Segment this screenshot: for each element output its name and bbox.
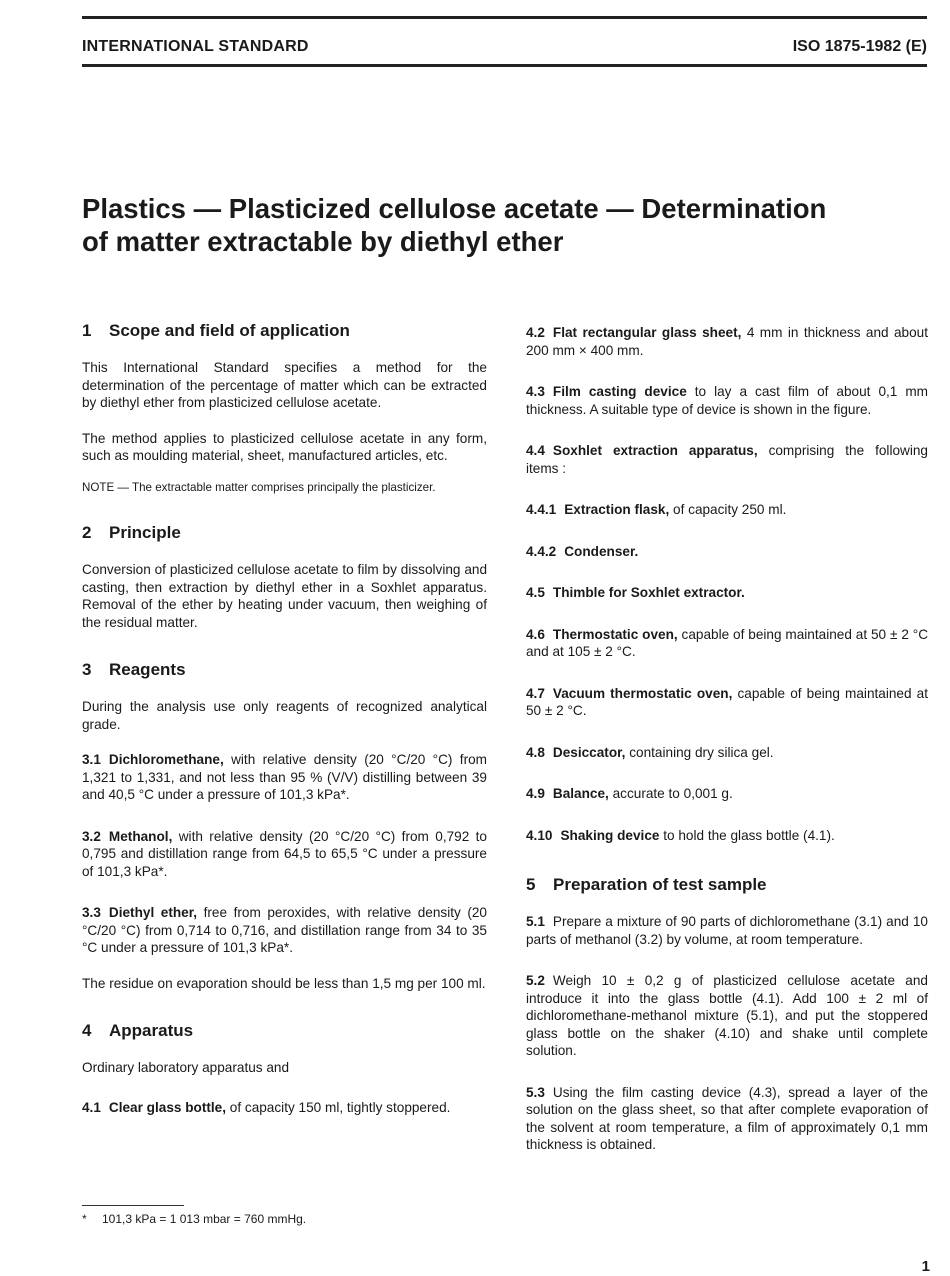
- item-text: containing dry silica gel.: [629, 744, 774, 760]
- item-term: Balance,: [552, 786, 609, 801]
- section-5-heading: [526, 874, 928, 896]
- apparatus-4-4: [526, 442, 928, 477]
- header-rule: [82, 64, 927, 67]
- item-number: 5.3: [526, 1084, 545, 1100]
- item-text: with relative density (20 °C/20 °C) from 1,321 to 1,331, and not less than 95 % (V/V) distilling between 39 and 40,5 °C under a pressure of 101,3 kPa*.: [82, 752, 487, 802]
- reagent-3-1: [82, 751, 487, 804]
- item-term: Condenser.: [564, 543, 639, 559]
- section-number: 1: [82, 321, 92, 340]
- item-number: 4.10: [526, 827, 553, 843]
- item-text: with relative density (20 °C/20 °C) from 0,792 to 0,795 and distillation range from 64,5 to 65,5 °C under a pressure of 101,3 kPa*.: [82, 828, 487, 879]
- section-4-heading: [82, 1020, 487, 1042]
- item-text: accurate to 0,001 g.: [612, 786, 733, 801]
- reagent-3-2: [82, 828, 487, 881]
- preparation-5-1: [526, 913, 928, 948]
- item-text: Weigh 10 ± 0,2 g of plasticized cellulose acetate and introduce it into the glass bottle (4.1). Add 100 ± 2 ml of dichloromethane-methanol mixture (5.1), and put the stoppered glass bottle on the shaker (4.10) and shake until complete solution.: [526, 973, 928, 1058]
- item-term: Thermostatic oven,: [552, 626, 678, 642]
- item-number: 4.1: [82, 1099, 101, 1115]
- item-number: 4.7: [526, 685, 545, 701]
- item-number: 3.2: [82, 828, 101, 844]
- item-text: capable of being maintained at 50 ± 2 °C.: [526, 685, 928, 718]
- item-text: 4 mm in thickness and about 200 mm × 400 mm.: [526, 325, 928, 358]
- principle-paragraph: Conversion of plasticized cellulose acetate to film by dissolving and casting, then extraction by diethyl ether in a Soxhlet apparatus. Removal of the ether by heating under vacuum, then weighing of the residual matter.: [82, 562, 487, 630]
- footnote-mark: *: [82, 1212, 87, 1226]
- item-text: of capacity 150 ml, tightly stoppered.: [229, 1099, 451, 1115]
- scope-note: NOTE — The extractable matter comprises principally the plasticizer.: [82, 480, 436, 494]
- item-number: 5.1: [526, 914, 545, 929]
- item-number: 4.4.1: [526, 502, 557, 517]
- preparation-5-3: [526, 1084, 928, 1154]
- item-text: of capacity 250 ml.: [673, 502, 787, 517]
- section-title: Preparation of test sample: [553, 875, 767, 894]
- item-term: Film casting device: [552, 384, 687, 399]
- item-term: Diethyl ether,: [108, 905, 198, 920]
- document-title: [82, 192, 927, 258]
- scope-paragraph-2: The method applies to plasticized cellulose acetate in any form, such as moulding material, sheet, manufactured articles, etc.: [82, 430, 487, 463]
- section-1-heading: [82, 320, 487, 342]
- section-3-heading: [82, 659, 487, 681]
- title-line-1: Plastics — Plasticized cellulose acetate — Determination: [82, 193, 827, 224]
- reagent-3-3: [82, 904, 487, 957]
- section-title: Principle: [109, 523, 181, 542]
- item-number: 4.4.2: [526, 543, 557, 559]
- apparatus-4-4-1: [526, 501, 928, 519]
- item-number: 3.3: [82, 905, 101, 920]
- item-number: 4.2: [526, 325, 545, 340]
- section-number: 5: [526, 875, 536, 894]
- apparatus-4-5: [526, 584, 928, 602]
- reagents-intro: During the analysis use only reagents of recognized analytical grade.: [82, 699, 487, 732]
- item-number: 4.3: [526, 384, 545, 399]
- title-line-2: of matter extractable by diethyl ether: [82, 226, 564, 257]
- section-2-heading: [82, 522, 487, 544]
- apparatus-4-3: [526, 383, 928, 418]
- item-text: capable of being maintained at 50 ± 2 °C and at 105 ± 2 °C.: [526, 626, 929, 659]
- item-term: Methanol,: [108, 828, 173, 844]
- item-term: Flat rectangular glass sheet,: [552, 325, 742, 340]
- item-term: Extraction flask,: [564, 502, 670, 517]
- item-text: free from peroxides, with relative density (20 °C/20 °C) from 0,714 to 0,716, and distillation range from 34 to 35 °C under a pressure of 101,3 kPa*.: [82, 905, 487, 955]
- item-text: Using the film casting device (4.3), spread a layer of the solution on the glass sheet, so that after complete evaporation of the solvent at room temperature, a film of approximately 0,1 mm thickness is obtained.: [526, 1084, 928, 1152]
- preparation-5-2: [526, 972, 928, 1060]
- section-number: 2: [82, 523, 92, 542]
- apparatus-4-8: [526, 744, 928, 762]
- left-column: [82, 320, 487, 1140]
- apparatus-4-2: [526, 324, 928, 359]
- footnote-text: 101,3 kPa = 1 013 mbar = 760 mmHg.: [102, 1212, 307, 1226]
- apparatus-4-1: [82, 1099, 487, 1117]
- item-term: Desiccator,: [552, 744, 626, 760]
- item-number: 4.5: [526, 585, 545, 600]
- item-text: to hold the glass bottle (4.1).: [663, 827, 835, 843]
- section-number: 3: [82, 660, 92, 679]
- section-title: Reagents: [109, 660, 186, 679]
- item-text: comprising the following items :: [526, 443, 928, 476]
- item-term: Clear glass bottle,: [108, 1099, 226, 1115]
- item-number: 4.8: [526, 744, 545, 760]
- item-term: Soxhlet extraction apparatus,: [552, 443, 758, 458]
- residue-paragraph: The residue on evaporation should be less than 1,5 mg per 100 ml.: [82, 975, 486, 991]
- footnote-rule: [82, 1205, 184, 1206]
- item-term: Dichloromethane,: [108, 752, 224, 767]
- item-number: 4.4: [526, 443, 545, 458]
- apparatus-4-4-2: [526, 543, 928, 561]
- item-term: Vacuum thermostatic oven,: [552, 685, 733, 701]
- header-standard-type: INTERNATIONAL STANDARD: [82, 38, 309, 55]
- apparatus-intro: Ordinary laboratory apparatus and: [82, 1060, 290, 1075]
- page-number: 1: [921, 1258, 930, 1275]
- item-number: 5.2: [526, 973, 545, 988]
- item-text: to lay a cast film of about 0,1 mm thickness. A suitable type of device is shown in the figure.: [526, 384, 928, 417]
- section-title: Scope and field of application: [109, 321, 350, 340]
- apparatus-4-9: [526, 785, 928, 803]
- section-number: 4: [82, 1021, 92, 1040]
- item-text: Prepare a mixture of 90 parts of dichloromethane (3.1) and 10 parts of methanol (3.2) by volume, at room temperature.: [526, 914, 928, 947]
- apparatus-4-6: [526, 626, 928, 661]
- section-title: Apparatus: [109, 1021, 194, 1040]
- top-rule: [82, 16, 927, 19]
- item-number: 4.9: [526, 786, 545, 801]
- item-number: 4.6: [526, 626, 545, 642]
- apparatus-4-10: [526, 827, 928, 845]
- item-number: 3.1: [82, 752, 101, 767]
- scope-paragraph-1: This International Standard specifies a method for the determination of the percentage of matter which can be extracted by diethyl ether from plasticized cellulose acetate.: [82, 360, 487, 410]
- apparatus-4-7: [526, 685, 928, 720]
- footnote: [82, 1212, 306, 1226]
- right-column: [526, 324, 928, 1178]
- item-term: Thimble for Soxhlet extractor.: [552, 585, 745, 600]
- header-standard-number: ISO 1875-1982 (E): [792, 38, 927, 55]
- item-term: Shaking device: [560, 827, 660, 843]
